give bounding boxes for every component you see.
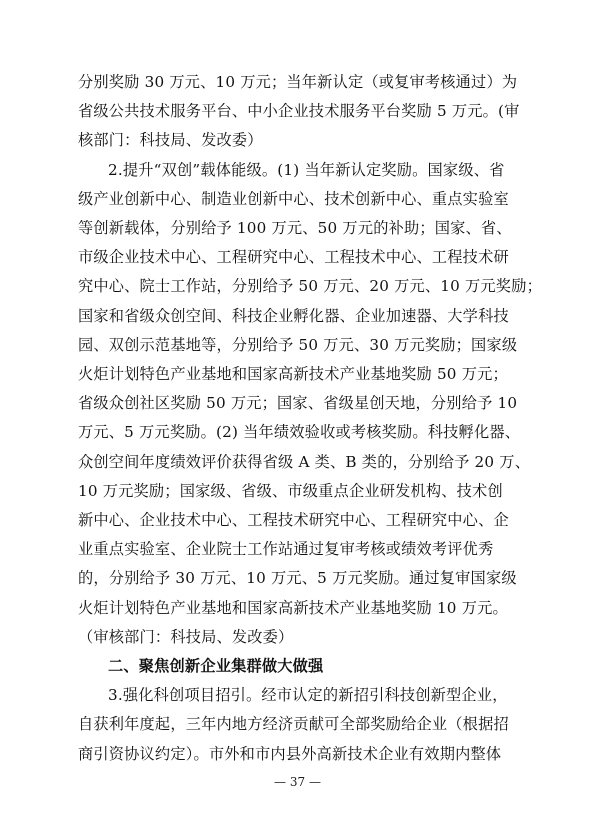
body-line: 10 万元奖励；国家级、省级、市级重点企业研发机构、技术创 bbox=[78, 481, 503, 500]
section-heading: 二、聚焦创新企业集群做大做强 bbox=[108, 657, 324, 675]
body-line: 自获利年度起，三年内地方经济贡献可全部奖励给企业（根据招 bbox=[78, 715, 509, 734]
body-line: 国家和省级众创空间、科技企业孵化器、企业加速器、大学科技 bbox=[78, 306, 509, 325]
body-line: 园、双创示范基地等，分别给予 50 万元、30 万元奖励；国家级 bbox=[78, 335, 518, 354]
body-line: 火炬计划特色产业基地和国家高新技术产业基地奖励 50 万元； bbox=[78, 365, 508, 383]
body-line: 火炬计划特色产业基地和国家高新技术产业基地奖励 10 万元。 bbox=[78, 598, 508, 617]
paragraph-first-line: 3.强化科创项目招引。经市认定的新招引科技创新型企业， bbox=[108, 686, 508, 705]
page-number: — 37 — bbox=[274, 775, 321, 789]
body-line: 业重点实验室、企业院士工作站通过复审考核或绩效考评优秀 bbox=[78, 540, 494, 559]
body-line: （审核部门：科技局、发改委） bbox=[78, 627, 294, 646]
body-line: 省级公共技术服务平台、中小企业技术服务平台奖励 5 万元。(审 bbox=[78, 102, 520, 121]
body-line: 的，分别给予 30 万元、10 万元、5 万元奖励。通过复审国家级 bbox=[78, 569, 517, 588]
body-line: 省级众创社区奖励 50 万元；国家、省级星创天地，分别给予 10 bbox=[78, 394, 518, 413]
body-line: 众创空间年度绩效评价获得省级 A 类、B 类的，分别给予 20 万、 bbox=[78, 452, 531, 471]
body-line: 级产业创新中心、制造业创新中心、技术创新中心、重点实验室 bbox=[78, 189, 509, 208]
body-line: 分别奖励 30 万元、10 万元；当年新认定（或复审考核通过）为 bbox=[78, 73, 518, 91]
body-line: 商引资协议约定）。市外和市内县外高新技术企业有效期内整体 bbox=[78, 744, 502, 763]
body-line: 等创新载体，分别给予 100 万元、50 万元的补助；国家、省、 bbox=[78, 219, 512, 237]
body-line: 核部门：科技局、发改委） bbox=[78, 131, 263, 150]
body-line: 市级企业技术中心、工程研究中心、工程技术中心、工程技术研 bbox=[78, 248, 509, 267]
body-line: 究中心、院士工作站，分别给予 50 万元、20 万元、10 万元奖励； bbox=[78, 277, 542, 296]
paragraph-first-line: 2.提升“双创”载体能级。(1) 当年新认定奖励。国家级、省 bbox=[108, 160, 505, 179]
body-line: 万元、5 万元奖励。(2) 当年绩效验收或考核奖励。科技孵化器、 bbox=[78, 423, 521, 442]
body-line: 新中心、企业技术中心、工程技术研究中心、工程研究中心、企 bbox=[78, 511, 509, 529]
